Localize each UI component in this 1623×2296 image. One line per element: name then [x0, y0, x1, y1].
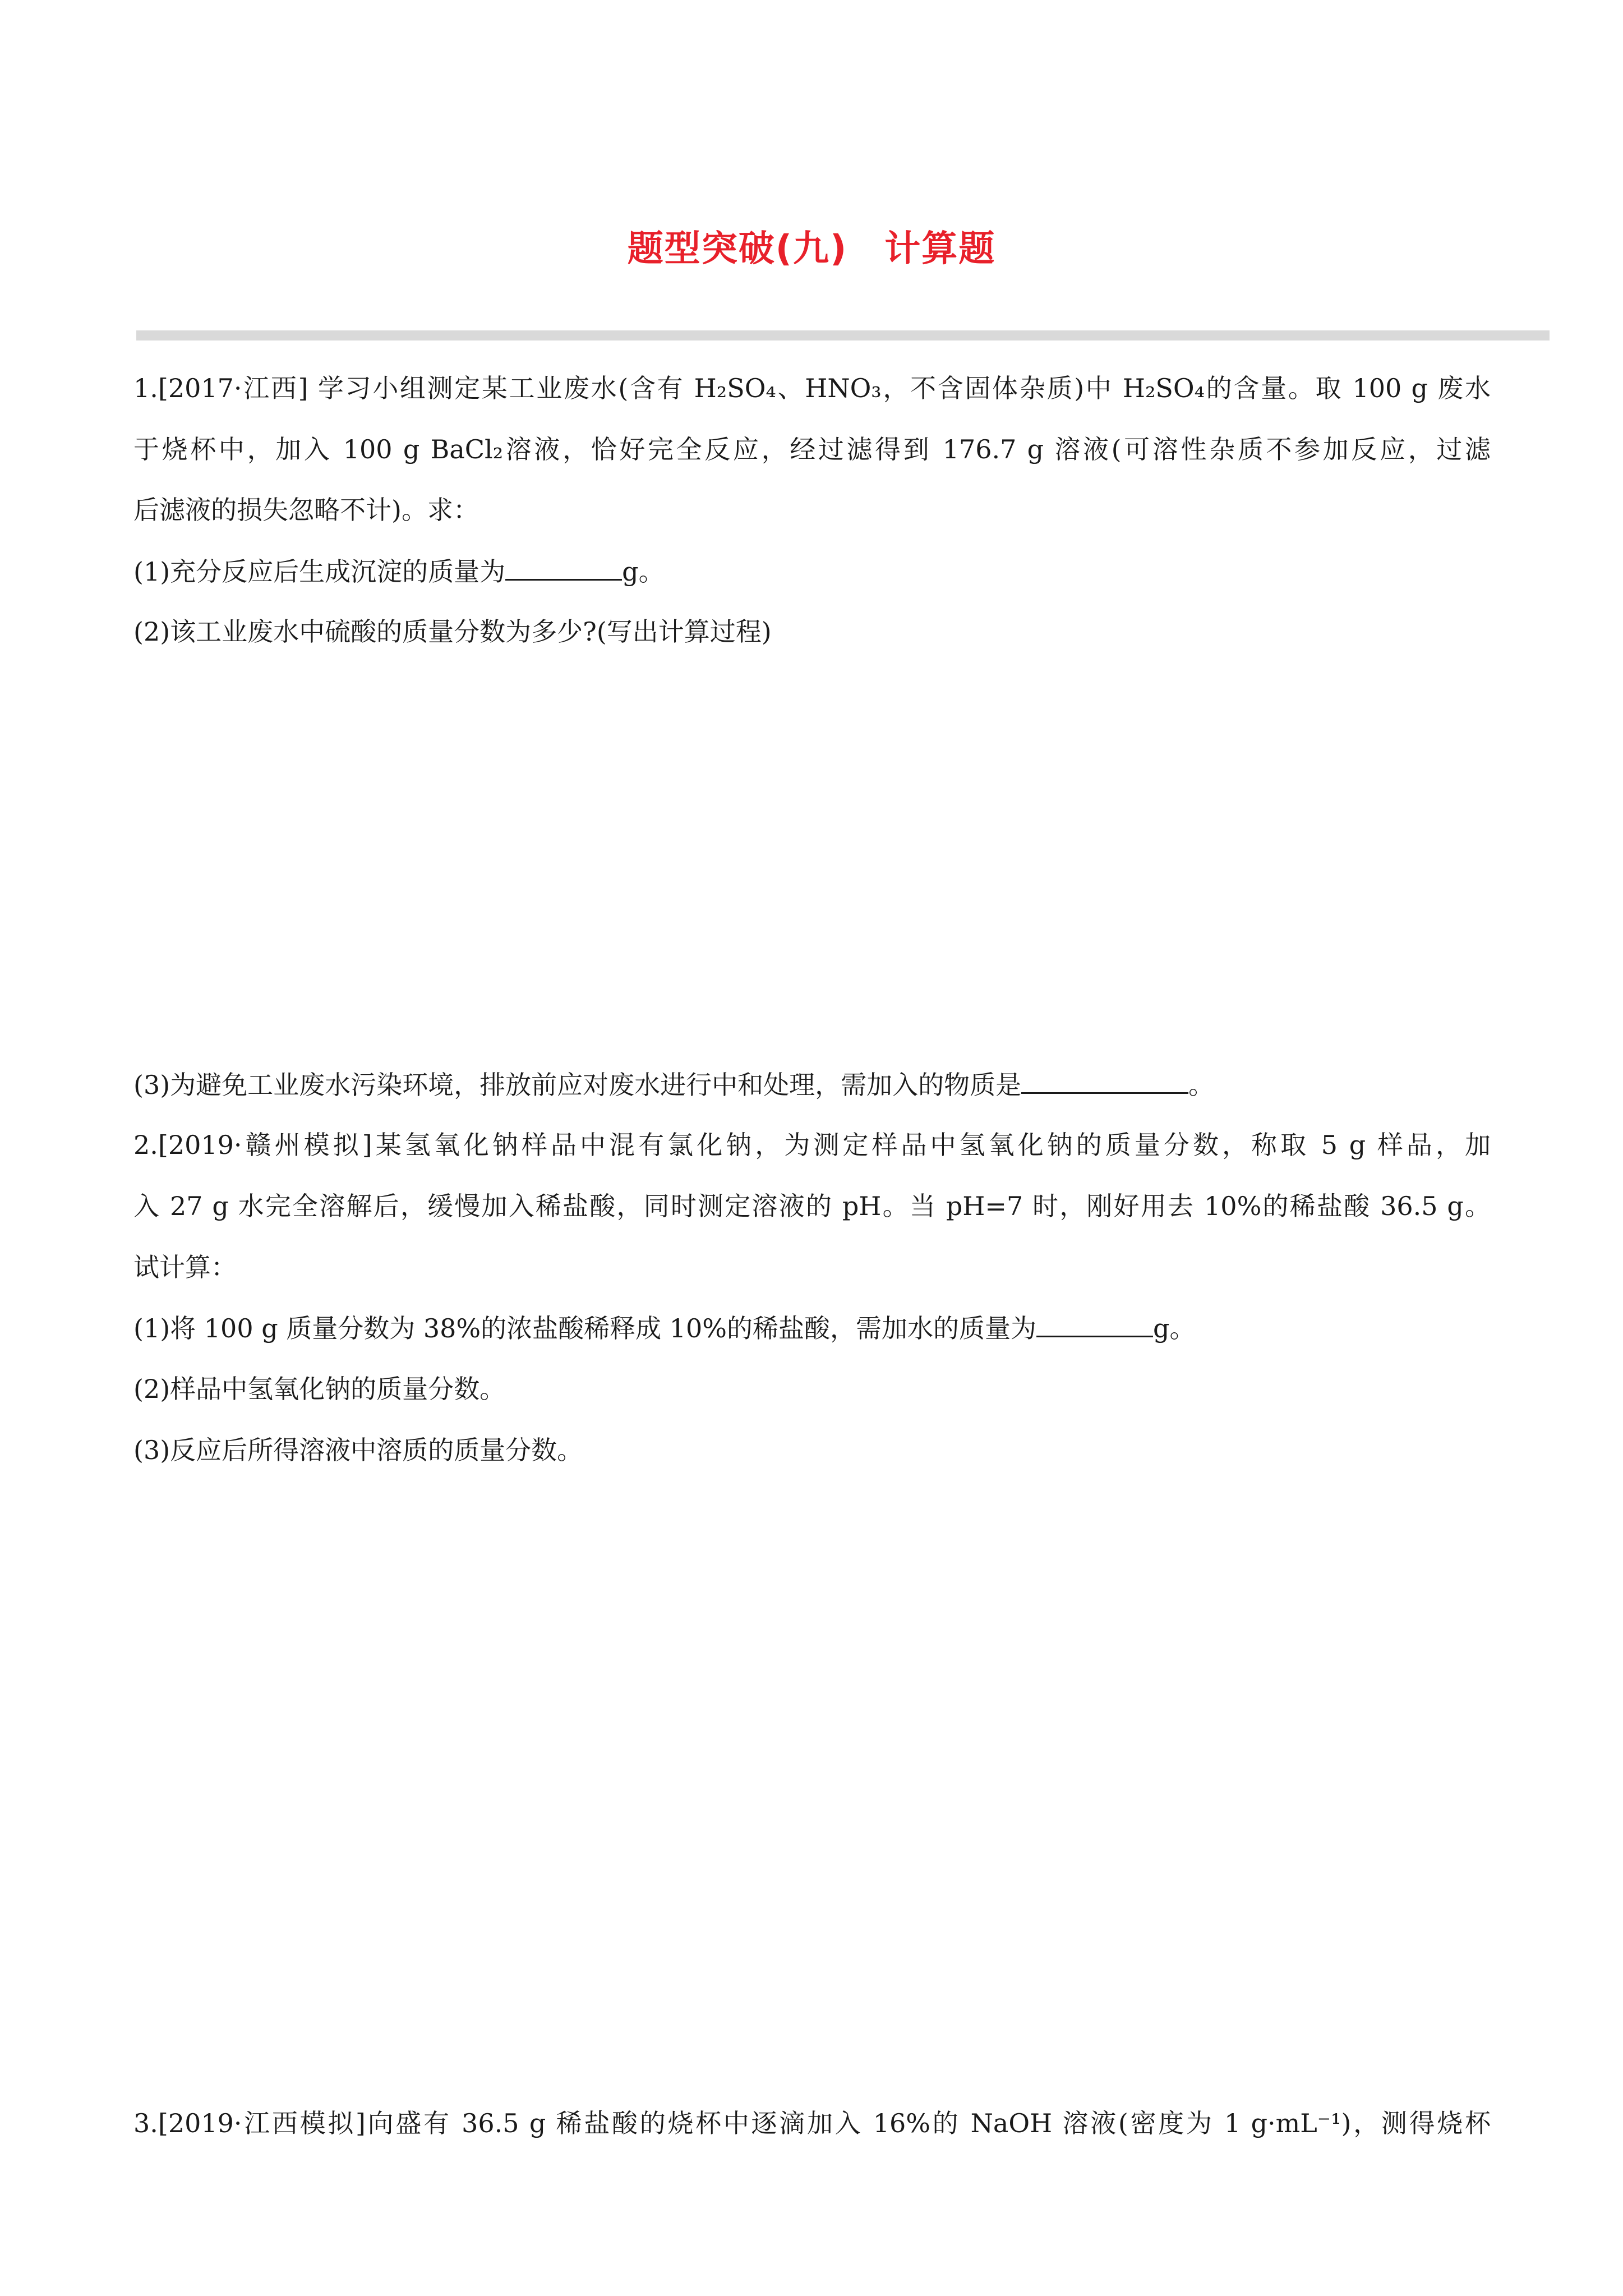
- q2-part-2: (2)样品中氢氧化钠的质量分数。: [133, 1374, 506, 1404]
- q1-part-3: [133, 1068, 1214, 1102]
- q2-text-line-2: 入 27 g 水完全溶解后，缓慢加入稀盐酸，同时测定溶液的 pH。当 pH=7 时，刚好用去 10%的稀盐酸 36.5 g。: [133, 1191, 1491, 1221]
- q1-part-3-end: 。: [1188, 1070, 1215, 1100]
- q1-text-line-2: 于烧杯中，加入 100 g BaCl₂溶液，恰好完全反应，经过滤得到 176.7 g 溶液(可溶性杂质不参加反应，过滤: [133, 434, 1491, 464]
- q1-part-2: (2)该工业废水中硫酸的质量分数为多少?(写出计算过程): [133, 616, 772, 647]
- q1-part-1: [133, 554, 665, 588]
- title-divider: [136, 330, 1550, 341]
- q3-text-line-1: 3.[2019·江西模拟]向盛有 36.5 g 稀盐酸的烧杯中逐滴加入 16%的 NaOH 溶液(密度为 1 g·mL⁻¹)，测得烧杯: [133, 2108, 1491, 2138]
- q2-part-1-unit: g。: [1153, 1313, 1196, 1343]
- q1-part-1-unit: g。: [622, 556, 665, 587]
- q2-part-1-answer-blank[interactable]: [1036, 1311, 1153, 1337]
- q2-text-line-1: 2.[2019·赣州模拟]某氢氧化钠样品中混有氯化钠，为测定样品中氢氧化钠的质量分数，称取 5 g 样品，加: [133, 1130, 1491, 1160]
- q1-text-line-3: 后滤液的损失忽略不计)。求：: [133, 495, 479, 525]
- q2-part-3: (3)反应后所得溶液中溶质的质量分数。: [133, 1435, 583, 1465]
- q2-text-line-3: 试计算：: [133, 1252, 237, 1282]
- q2-part-1: [133, 1311, 1195, 1345]
- q2-part-1-text: (1)将 100 g 质量分数为 38%的浓盐酸稀释成 10%的稀盐酸，需加水的质量为: [133, 1313, 1036, 1343]
- q1-part-1-answer-blank[interactable]: [505, 554, 622, 581]
- q1-part-3-text: (3)为避免工业废水污染环境，排放前应对废水进行中和处理，需加入的物质是: [133, 1070, 1022, 1100]
- q1-part-1-text: (1)充分反应后生成沉淀的质量为: [133, 556, 506, 587]
- q1-part-3-answer-blank[interactable]: [1021, 1068, 1188, 1094]
- q1-text-line-1: 1.[2017·江西] 学习小组测定某工业废水(含有 H₂SO₄、HNO₃，不含固体杂质)中 H₂SO₄的含量。取 100 g 废水: [133, 373, 1491, 403]
- page-title: 题型突破(九) 计算题: [627, 228, 996, 270]
